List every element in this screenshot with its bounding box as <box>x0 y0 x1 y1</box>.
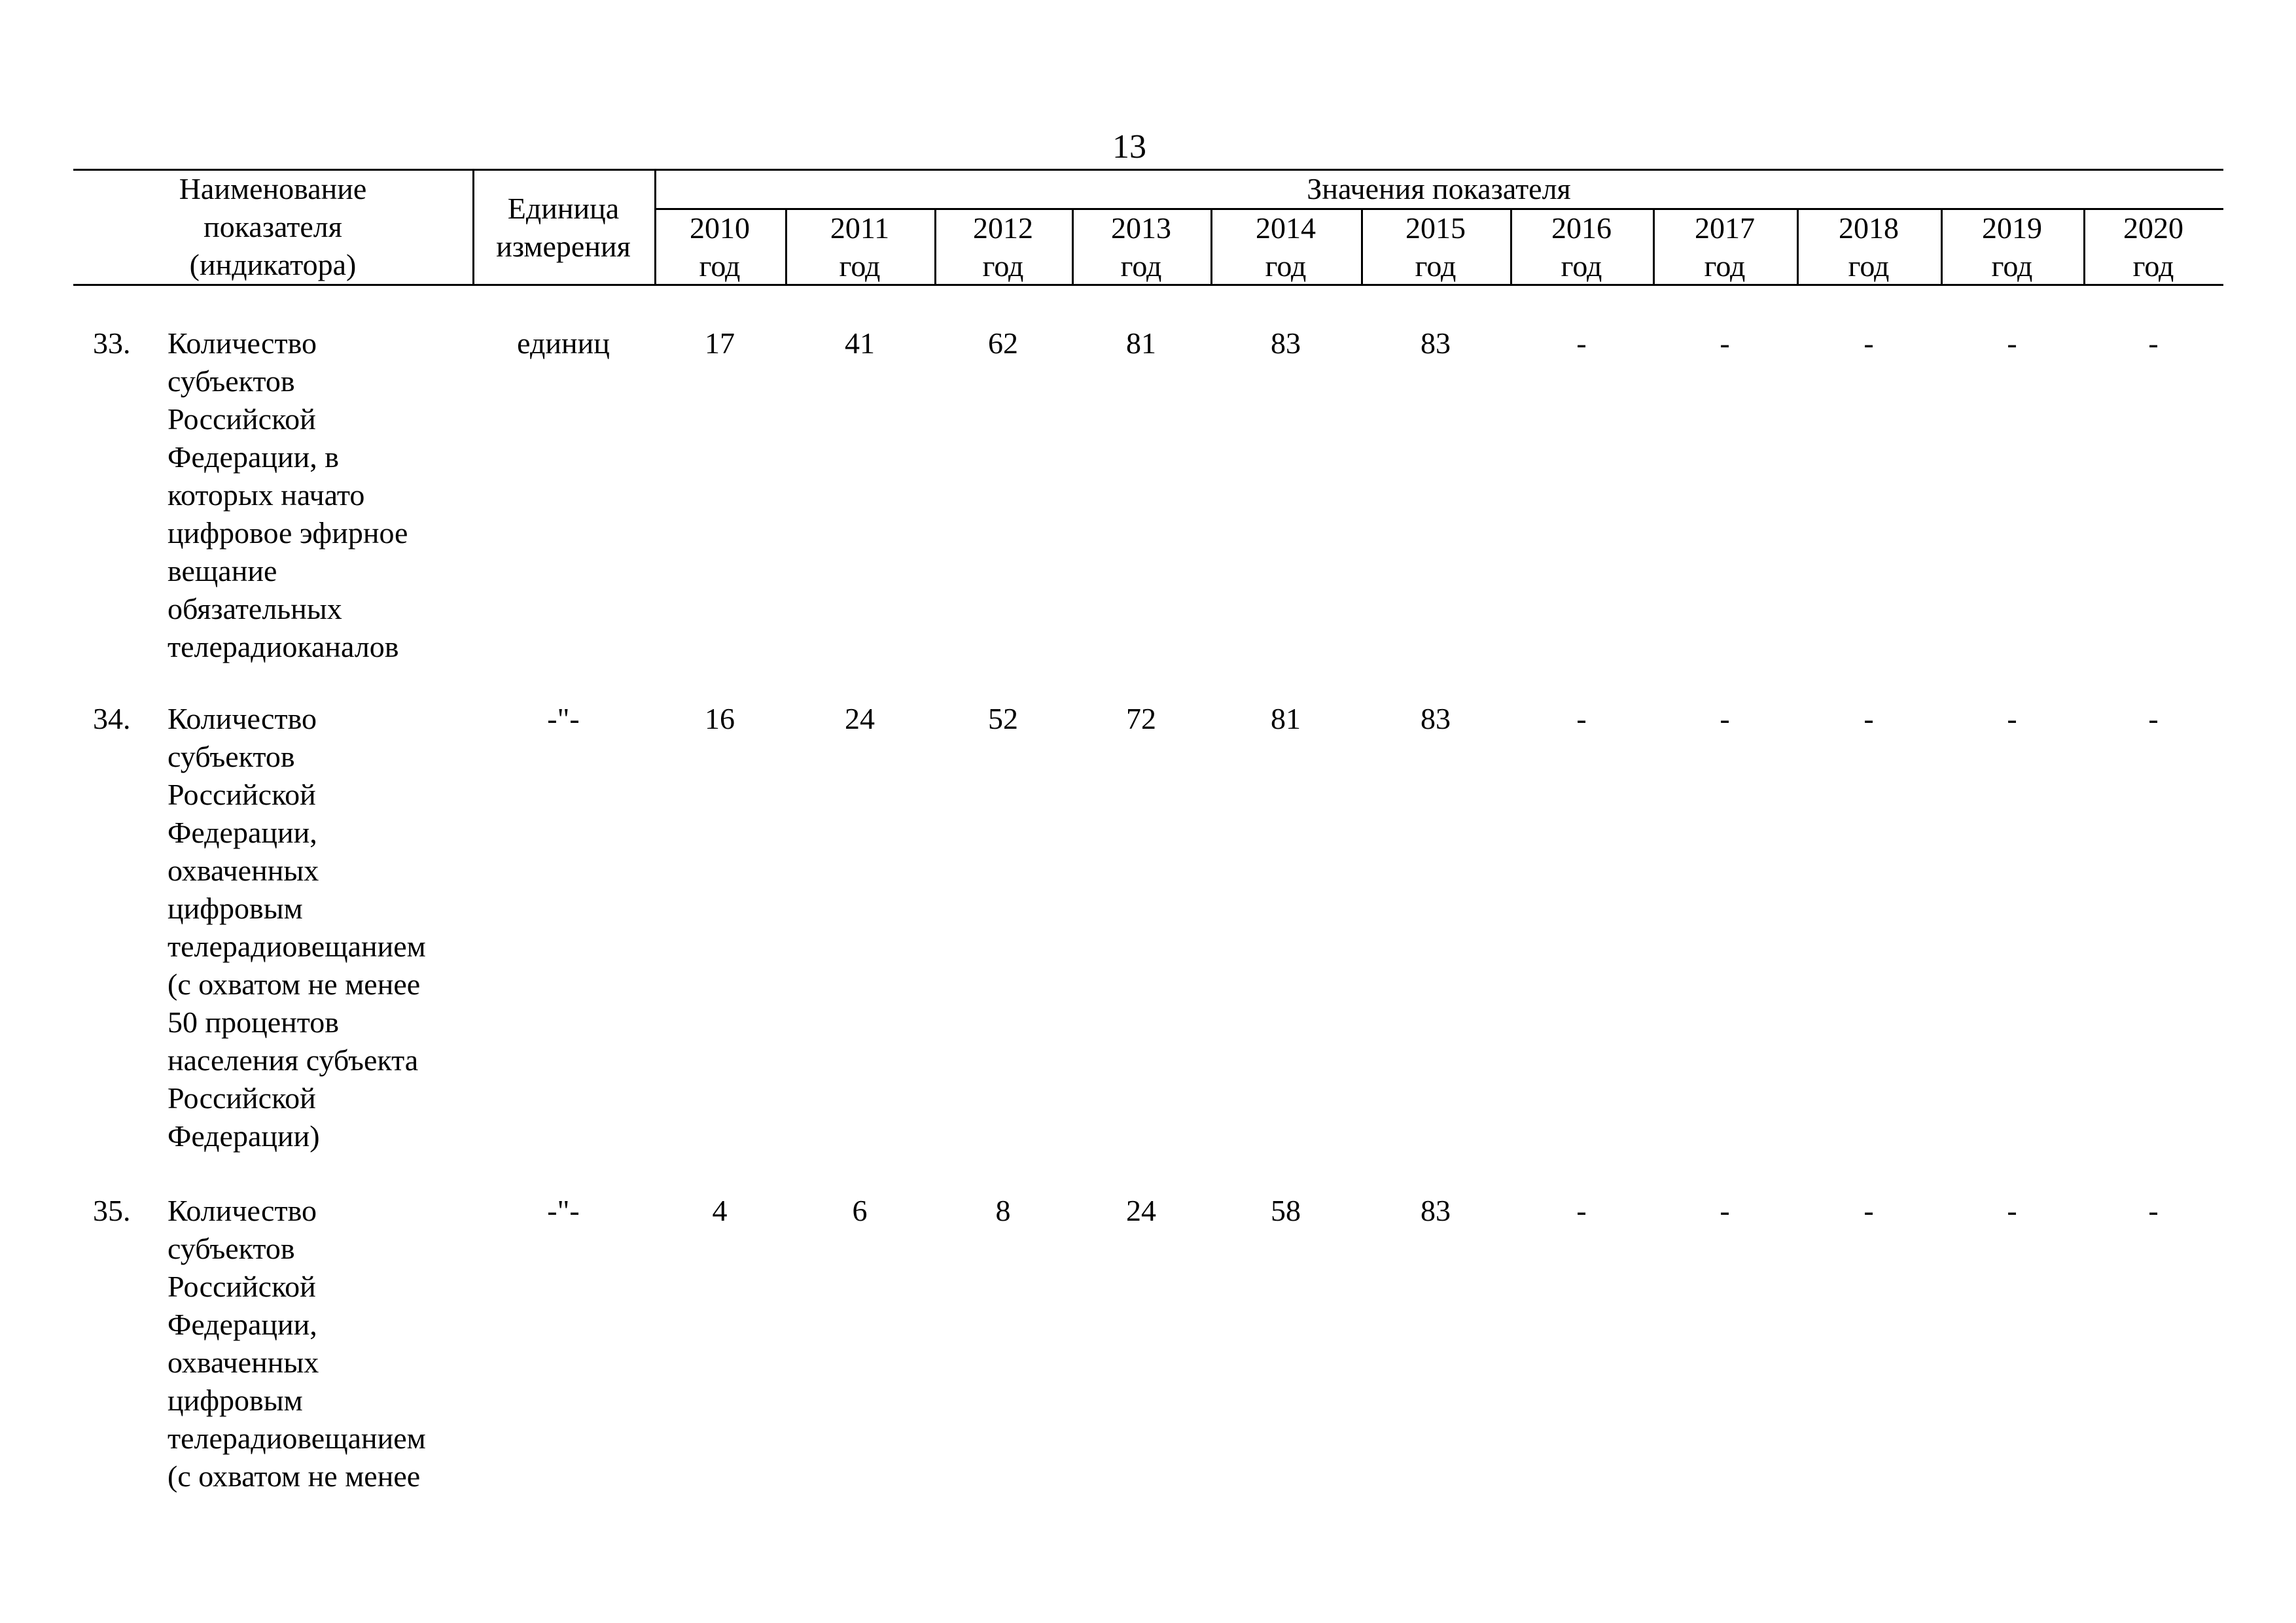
name-line: субъектов <box>168 740 295 773</box>
value-2014: 81 <box>1271 702 1301 735</box>
value-2011: 24 <box>845 702 875 735</box>
name-line: цифровым <box>168 892 303 925</box>
year-suffix: год <box>1704 249 1746 283</box>
value-2017: - <box>1720 326 1730 360</box>
name-line: обязательных <box>168 592 342 625</box>
header-year-2012 <box>934 209 1072 285</box>
name-line: (с охватом не менее <box>168 968 421 1001</box>
year-suffix: год <box>1991 249 2033 283</box>
name-line: телерадиоканалов <box>168 630 399 663</box>
value-2019: - <box>2007 702 2017 735</box>
name-line: Федерации) <box>168 1119 320 1153</box>
value-2020: - <box>2148 702 2159 735</box>
name-line: (с охватом не менее <box>168 1459 421 1493</box>
header-name-column <box>73 170 472 284</box>
name-line: Российской <box>168 1081 316 1115</box>
value-2013: 24 <box>1126 1194 1156 1227</box>
name-line: субъектов <box>168 1232 295 1265</box>
year-suffix: год <box>839 249 881 283</box>
header-year-2020 <box>2083 209 2223 285</box>
name-line: Количество <box>168 326 317 360</box>
value-2013: 81 <box>1126 326 1156 360</box>
header-unit-column <box>472 190 654 266</box>
header-name-line-3: (индикатора) <box>189 248 357 281</box>
value-2011: 41 <box>845 326 875 360</box>
value-2015: 83 <box>1421 326 1451 360</box>
value-2016: - <box>1576 326 1587 360</box>
header-values-title: Значения показателя <box>1307 172 1571 205</box>
value-2012: 8 <box>995 1194 1011 1227</box>
year-suffix: год <box>982 249 1024 283</box>
year-suffix: год <box>1415 249 1457 283</box>
value-2016: - <box>1576 1194 1587 1227</box>
header-unit-line-1: Единица <box>507 192 620 225</box>
value-2012: 52 <box>988 702 1018 735</box>
name-line: Федерации, в <box>168 440 339 474</box>
header-year-2013 <box>1072 209 1210 285</box>
year-suffix: год <box>2132 249 2174 283</box>
name-line: Количество <box>168 1194 317 1227</box>
row-number: 35. <box>93 1194 131 1227</box>
value-2020: - <box>2148 1194 2159 1227</box>
name-line: Российской <box>168 778 316 811</box>
value-2014: 83 <box>1271 326 1301 360</box>
year-suffix: год <box>1848 249 1890 283</box>
page-number: 13 <box>1112 128 1146 166</box>
value-2015: 83 <box>1421 702 1451 735</box>
value-2016: - <box>1576 702 1587 735</box>
name-line: 50 процентов <box>168 1005 339 1039</box>
row-unit: единиц <box>517 326 610 360</box>
name-line: вещание <box>168 554 277 587</box>
year-suffix: год <box>699 249 741 283</box>
name-line: субъектов <box>168 364 295 398</box>
name-line: Федерации, <box>168 816 317 849</box>
value-2017: - <box>1720 1194 1730 1227</box>
year-label: 2013 <box>1111 211 1171 245</box>
row-indicator-name <box>168 700 475 1155</box>
year-suffix: год <box>1561 249 1602 283</box>
value-2019: - <box>2007 326 2017 360</box>
name-line: Российской <box>168 402 316 436</box>
header-unit-line-2: измерения <box>496 230 631 263</box>
year-label: 2018 <box>1839 211 1899 245</box>
value-2017: - <box>1720 702 1730 735</box>
name-line: Количество <box>168 702 317 735</box>
header-year-2016 <box>1510 209 1653 285</box>
value-2013: 72 <box>1126 702 1156 735</box>
value-2011: 6 <box>852 1194 868 1227</box>
year-label: 2016 <box>1551 211 1612 245</box>
name-line: телерадиовещанием <box>168 930 426 963</box>
row-number: 33. <box>93 326 131 360</box>
header-name-line-1: Наименование <box>179 172 367 205</box>
header-year-2015 <box>1361 209 1510 285</box>
name-line: населения субъекта <box>168 1043 419 1077</box>
row-unit: -"- <box>547 702 580 735</box>
value-2018: - <box>1863 326 1874 360</box>
header-year-2014 <box>1210 209 1361 285</box>
row-indicator-name <box>168 1192 475 1495</box>
year-label: 2020 <box>2123 211 2183 245</box>
year-label: 2011 <box>830 211 890 245</box>
name-line: Федерации, <box>168 1308 317 1341</box>
header-year-2017 <box>1653 209 1797 285</box>
year-label: 2019 <box>1982 211 2042 245</box>
header-year-2019 <box>1941 209 2083 285</box>
value-2020: - <box>2148 326 2159 360</box>
value-2012: 62 <box>988 326 1018 360</box>
value-2010: 4 <box>712 1194 728 1227</box>
name-line: охваченных <box>168 1346 319 1379</box>
value-2015: 83 <box>1421 1194 1451 1227</box>
year-suffix: год <box>1120 249 1162 283</box>
row-number: 34. <box>93 702 131 735</box>
value-2019: - <box>2007 1194 2017 1227</box>
name-line: цифровым <box>168 1384 303 1417</box>
year-label: 2017 <box>1695 211 1755 245</box>
header-year-2011 <box>785 209 934 285</box>
header-year-2018 <box>1797 209 1941 285</box>
year-label: 2012 <box>973 211 1033 245</box>
header-name-line-2: показателя <box>203 210 342 243</box>
name-line: телерадиовещанием <box>168 1422 426 1455</box>
name-line: цифровое эфирное <box>168 516 408 550</box>
year-label: 2015 <box>1405 211 1466 245</box>
year-suffix: год <box>1265 249 1307 283</box>
name-line: Российской <box>168 1270 316 1303</box>
row-unit: -"- <box>547 1194 580 1227</box>
year-label: 2010 <box>690 211 750 245</box>
name-line: которых начато <box>168 478 365 512</box>
year-label: 2014 <box>1256 211 1316 245</box>
value-2010: 17 <box>705 326 735 360</box>
value-2014: 58 <box>1271 1194 1301 1227</box>
header-year-2010 <box>654 209 785 285</box>
value-2010: 16 <box>705 702 735 735</box>
row-indicator-name <box>168 324 475 666</box>
name-line: охваченных <box>168 854 319 887</box>
value-2018: - <box>1863 1194 1874 1227</box>
value-2018: - <box>1863 702 1874 735</box>
